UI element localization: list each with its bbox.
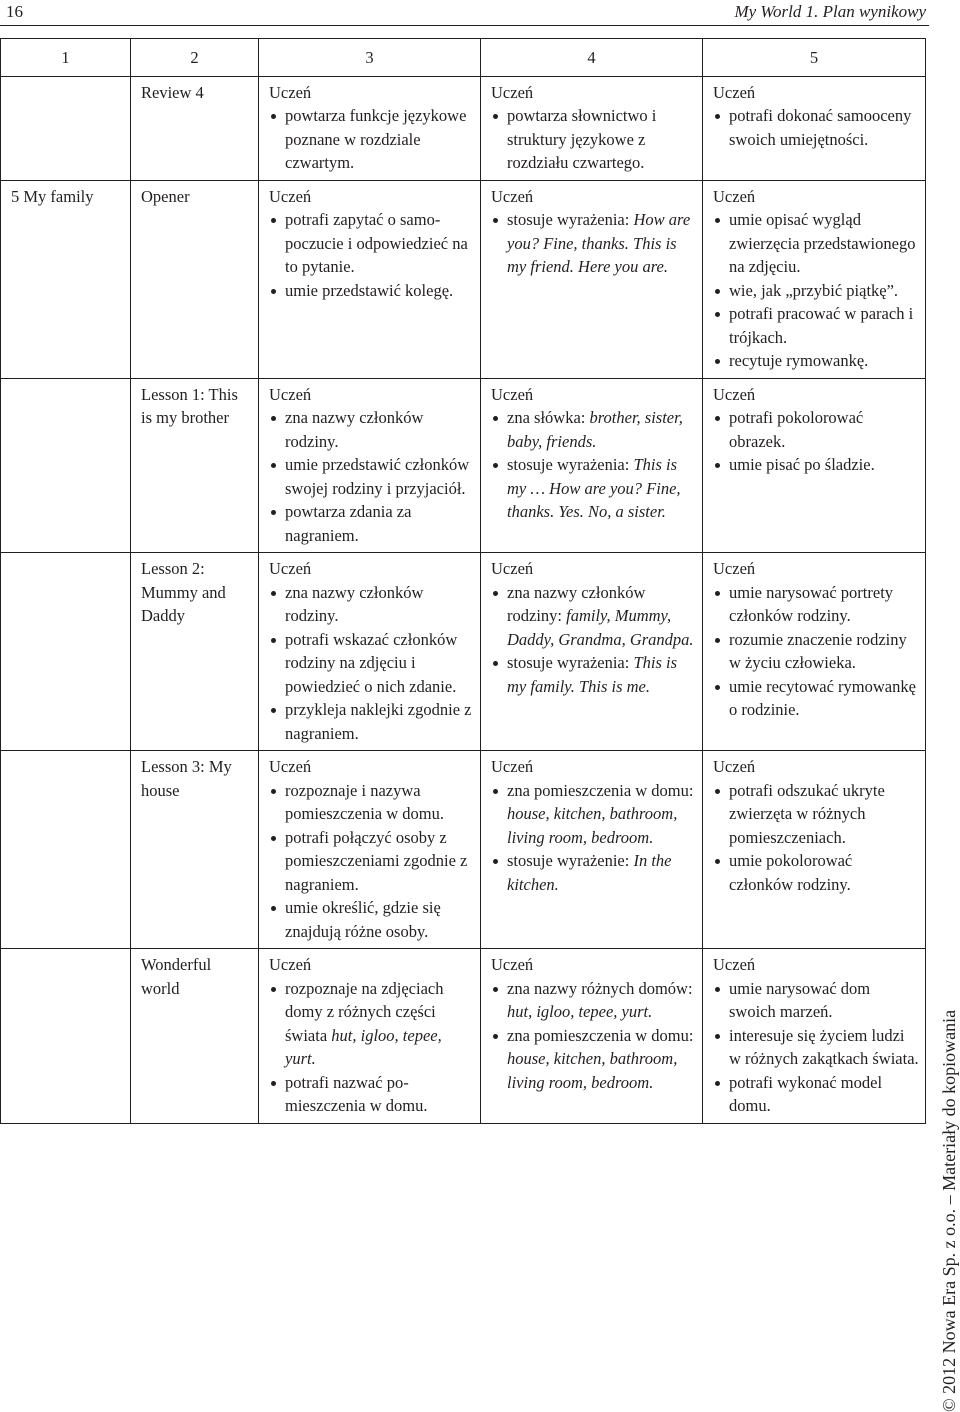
example-phrase: house, kitchen, bathroom, living room, bedroom. — [507, 1049, 678, 1092]
list-item — [713, 849, 919, 896]
item-text: stosuje wyrażenia: — [507, 653, 634, 672]
running-title: My World 1. Plan wynikowy — [734, 2, 926, 21]
list-item — [713, 1024, 919, 1071]
list-item — [269, 896, 474, 943]
column-header: 1 — [1, 39, 131, 77]
list-item — [491, 779, 696, 850]
cell-heading: Uczeń — [713, 559, 756, 578]
lesson-plan-table — [0, 38, 926, 1124]
outcomes-cell — [259, 751, 481, 949]
item-text: potrafi odszukać ukryte zwierzęta w różnych pomieszczeniach. — [729, 780, 885, 847]
outcomes-cell — [703, 751, 926, 949]
list-item — [269, 406, 474, 453]
item-text: umie opisać wygląd zwierzęcia przedstawionego na zdjęciu. — [729, 210, 916, 276]
list-item — [269, 1071, 474, 1118]
item-text: zna pomieszczenia w domu: — [507, 780, 694, 800]
lesson-cell: Lesson 2: Mummy and Daddy — [131, 553, 259, 751]
outcome-list — [269, 977, 474, 1118]
outcome-list — [491, 208, 696, 279]
list-item — [491, 406, 696, 453]
item-text: interesuje się życiem ludzi w różnych zakątkach świata. — [729, 1025, 919, 1068]
lesson-cell: Review 4 — [131, 76, 259, 180]
outcome-list — [269, 581, 474, 746]
item-text: zna nazwy członków rodziny. — [285, 582, 424, 625]
example-phrase: house, kitchen, bathroom, living room, bedroom. — [507, 804, 678, 847]
list-item — [713, 977, 919, 1024]
item-text: potrafi dokonać samooceny swoich umiejętności. — [729, 106, 912, 149]
list-item — [713, 628, 919, 675]
cell-heading: Uczeń — [269, 559, 312, 578]
cell-heading: Uczeń — [713, 186, 756, 206]
outcomes-cell — [481, 76, 703, 180]
table-row — [1, 751, 926, 949]
example-phrase: This is my … How are you? Fine, thanks. Yes. No, a sister. — [507, 455, 681, 521]
list-item — [713, 406, 919, 453]
outcomes-cell — [481, 751, 703, 949]
list-item — [269, 779, 474, 826]
item-text: zna nazwy różnych domów: — [507, 978, 693, 998]
item-text: zna nazwy członków rodziny. — [285, 408, 424, 451]
lesson-cell: Lesson 1: This is my brother — [131, 378, 259, 553]
lesson-cell: Lesson 3: My house — [131, 751, 259, 949]
item-text: umie określić, gdzie się znajdują różne osoby. — [285, 898, 441, 941]
outcome-list — [713, 581, 919, 722]
cell-heading: Uczeń — [713, 384, 756, 404]
cell-heading: Uczeń — [269, 384, 312, 404]
item-text: stosuje wyrażenie: — [507, 851, 634, 870]
item-text: rozumie znaczenie rodziny w życiu człowieka. — [729, 629, 907, 672]
example-phrase: hut, igloo, tepee, yurt. — [285, 1025, 442, 1068]
item-text: rozpoznaje na zdjęciach domy z różnych części świata — [285, 978, 444, 1045]
outcome-list — [713, 779, 919, 897]
item-text: umie przedstawić kolegę. — [285, 280, 454, 300]
outcomes-cell — [703, 180, 926, 378]
item-text: stosuje wyrażenia: — [507, 455, 634, 474]
item-text: potrafi pokolorować obrazek. — [729, 408, 864, 451]
unit-cell — [1, 553, 131, 751]
outcomes-cell — [481, 180, 703, 378]
unit-cell — [1, 76, 131, 180]
lesson-cell: Opener — [131, 180, 259, 378]
list-item — [713, 779, 919, 850]
outcomes-cell — [703, 76, 926, 180]
item-text: zna nazwy członków rodziny: — [507, 582, 646, 625]
outcomes-cell — [481, 949, 703, 1124]
item-text: powtarza zdania za nagraniem. — [285, 502, 412, 545]
example-phrase: brother, sister, baby, friends. — [507, 408, 683, 451]
item-text: wie, jak „przybić piątkę”. — [729, 280, 899, 300]
cell-heading: Uczeń — [269, 757, 312, 776]
cell-heading: Uczeń — [713, 82, 756, 102]
item-text: rozpoznaje i nazywa pomieszczenia w domu. — [285, 780, 444, 823]
outcomes-cell — [259, 553, 481, 751]
table-row — [1, 76, 926, 180]
list-item — [491, 977, 696, 1024]
copyright-note: © 2012 Nowa Era Sp. z o.o. – Materiały do kopiowania — [939, 1009, 959, 1412]
item-text: umie pisać po śladzie. — [729, 455, 875, 474]
table-row — [1, 180, 926, 378]
list-item — [269, 826, 474, 897]
table-body — [1, 76, 926, 1123]
outcome-list — [269, 104, 474, 175]
item-text: zna pomieszczenia w domu: — [507, 1025, 694, 1045]
outcome-list — [491, 977, 696, 1095]
unit-cell — [1, 949, 131, 1124]
cell-heading: Uczeń — [491, 82, 534, 102]
item-text: recytuje rymowankę. — [729, 351, 869, 370]
outcomes-cell — [703, 553, 926, 751]
outcomes-cell — [259, 949, 481, 1124]
list-item — [713, 279, 919, 303]
unit-cell: 5 My family — [1, 180, 131, 378]
outcomes-cell — [703, 378, 926, 553]
item-text: potrafi pracować w parach i trójkach. — [729, 304, 914, 347]
list-item — [713, 675, 919, 722]
list-item — [491, 581, 696, 652]
cell-heading: Uczeń — [491, 757, 534, 776]
list-item — [491, 453, 696, 524]
list-item — [269, 581, 474, 628]
list-item — [269, 698, 474, 745]
list-item — [269, 977, 474, 1071]
table-row — [1, 949, 926, 1124]
list-item — [269, 453, 474, 500]
table-row — [1, 553, 926, 751]
column-header: 4 — [481, 39, 703, 77]
list-item — [269, 104, 474, 175]
column-header: 5 — [703, 39, 926, 77]
column-header: 3 — [259, 39, 481, 77]
list-item — [269, 500, 474, 547]
example-phrase: family, Mummy, Daddy, Grandma, Grandpa. — [507, 606, 694, 649]
outcomes-cell — [259, 378, 481, 553]
cell-heading: Uczeń — [491, 384, 534, 404]
item-text: powtarza słownictwo i struktury językowe z rozdziału czwartego. — [507, 106, 657, 172]
outcomes-cell — [481, 553, 703, 751]
item-text: umie narysować dom swoich marzeń. — [729, 978, 871, 1021]
item-text: potrafi wskazać członków rodziny na zdjęciu i powiedzieć o nich zdanie. — [285, 629, 458, 696]
list-item — [491, 104, 696, 175]
outcome-list — [713, 104, 919, 151]
list-item — [491, 208, 696, 279]
example-phrase: This is my family. This is me. — [507, 653, 678, 696]
cell-heading: Uczeń — [491, 955, 534, 974]
item-text: potrafi połączyć osoby z pomieszczeniami zgodnie z nagraniem. — [285, 827, 468, 894]
list-item — [491, 651, 696, 698]
item-text: zna słówka: — [507, 408, 590, 427]
list-item — [491, 849, 696, 896]
unit-cell — [1, 751, 131, 949]
cell-heading: Uczeń — [269, 186, 312, 206]
outcomes-cell — [259, 180, 481, 378]
item-text: umie przedstawić członków swojej rodziny i przyjaciół. — [285, 455, 470, 498]
example-phrase: In the kitchen. — [507, 851, 672, 894]
outcome-list — [713, 208, 919, 373]
outcome-list — [269, 208, 474, 302]
list-item — [713, 302, 919, 349]
lesson-cell: Wonderful world — [131, 949, 259, 1124]
list-item — [713, 581, 919, 628]
outcome-list — [491, 581, 696, 699]
list-item — [713, 349, 919, 373]
list-item — [269, 628, 474, 699]
outcome-list — [491, 406, 696, 524]
list-item — [269, 279, 474, 303]
table-row — [1, 378, 926, 553]
item-text: potrafi zapytać o samopoczucie i odpowiedzieć na to pytanie. — [285, 210, 468, 276]
list-item — [713, 208, 919, 279]
cell-heading: Uczeń — [269, 82, 312, 102]
cell-heading: Uczeń — [491, 186, 534, 206]
outcomes-cell — [703, 949, 926, 1124]
outcomes-cell — [259, 76, 481, 180]
list-item — [713, 1071, 919, 1118]
list-item — [713, 104, 919, 151]
cell-heading: Uczeń — [713, 757, 756, 776]
list-item — [713, 453, 919, 477]
outcomes-cell — [481, 378, 703, 553]
example-phrase: How are you? Fine, thanks. This is my friend. Here you are. — [507, 210, 691, 276]
cell-heading: Uczeń — [713, 955, 756, 974]
outcome-list — [269, 406, 474, 547]
item-text: umie pokolorować członków rodziny. — [729, 851, 853, 894]
unit-cell — [1, 378, 131, 553]
column-header: 2 — [131, 39, 259, 77]
item-text: powtarza funkcje językowe poznane w rozdziale czwartym. — [285, 106, 467, 172]
column-header-row — [1, 39, 926, 77]
header-rule — [0, 25, 929, 26]
example-phrase: hut, igloo, tepee, yurt. — [507, 1002, 653, 1021]
page-number: 16 — [6, 2, 23, 21]
item-text: przykleja naklejki zgodnie z nagraniem. — [285, 700, 472, 743]
outcome-list — [713, 977, 919, 1118]
outcome-list — [269, 779, 474, 944]
cell-heading: Uczeń — [269, 955, 312, 974]
item-text: potrafi wykonać model domu. — [729, 1072, 883, 1115]
outcome-list — [713, 406, 919, 477]
list-item — [491, 1024, 696, 1095]
item-text: potrafi nazwać pomieszczenia w domu. — [285, 1072, 428, 1115]
item-text: umie recytować rymowankę o rodzinie. — [729, 676, 916, 719]
item-text: stosuje wyrażenia: — [507, 210, 634, 229]
cell-heading: Uczeń — [491, 559, 534, 578]
item-text: umie narysować portrety członków rodziny. — [729, 582, 894, 625]
outcome-list — [491, 104, 696, 175]
list-item — [269, 208, 474, 279]
outcome-list — [491, 779, 696, 897]
